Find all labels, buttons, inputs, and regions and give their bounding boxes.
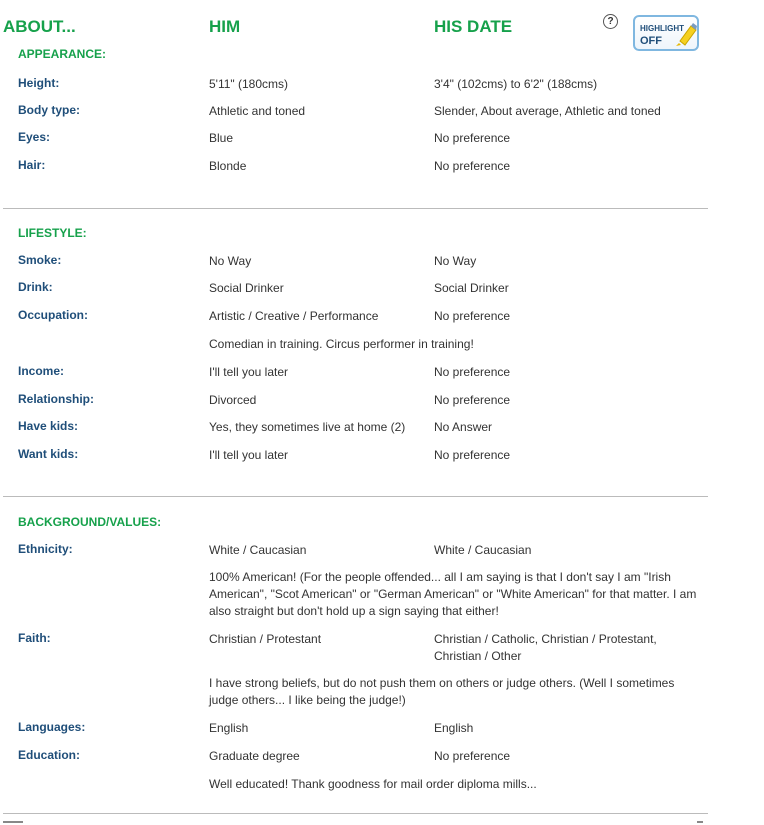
date-value: English [434,721,474,735]
him-value: 5'11" (180cms) [209,77,289,91]
appearance-section-title: APPEARANCE: [18,47,107,61]
row-label: Have kids: [18,419,79,433]
bottom-edge-mark [697,821,703,823]
row-label: Want kids: [18,447,79,461]
bottom-edge-mark [3,821,23,823]
help-icon[interactable]: ? [603,14,618,29]
occupation-note: Comedian in training. Circus performer in training! [209,337,474,351]
row-label: Income: [18,364,65,378]
date-value: No preference [434,159,511,173]
ethnicity-note: 100% American! (For the people offended... all I am saying is that I don't say I am "Irish American", "Scot American" or "German American" or "White American" for that matter. I am also straight but don't hold up a sign saying that either! [209,570,697,618]
date-value: Christian / Catholic, Christian / Protestant, Christian / Other [434,632,657,663]
him-value: No Way [209,254,252,268]
lifestyle-section-title: LIFESTYLE: [18,226,87,240]
date-value: No preference [434,749,511,763]
him-heading: HIM [209,17,241,36]
him-value: Athletic and toned [209,104,306,118]
background-section-title: BACKGROUND/VALUES: [18,515,162,529]
about-heading: ABOUT... [3,17,76,36]
faith-note: I have strong beliefs, but do not push them on others or judge others. (Well I sometimes judge others... I like being the judge!) [209,676,675,707]
date-value: No preference [434,131,511,145]
highlight-state: OFF [640,35,662,47]
row-label: Relationship: [18,392,95,406]
row-label: Occupation: [18,308,89,322]
date-value: No Answer [434,420,493,434]
date-value: White / Caucasian [434,543,532,557]
date-value: No preference [434,448,511,462]
him-value: I'll tell you later [209,365,288,379]
row-label: Education: [18,748,80,762]
row-label: Drink: [18,280,53,294]
row-label: Eyes: [18,130,51,144]
him-value: Graduate degree [209,749,300,763]
date-value: No Way [434,254,477,268]
row-label: Hair: [18,158,46,172]
row-label: Smoke: [18,253,62,267]
him-value: Divorced [209,393,257,407]
highlighter-pen-icon [675,21,697,47]
section-divider [3,496,708,497]
row-label: Height: [18,76,60,90]
him-value: Yes, they sometimes live at home (2) [209,420,406,434]
him-value: Artistic / Creative / Performance [209,309,379,323]
date-value: No preference [434,309,511,323]
him-value: Christian / Protestant [209,632,322,646]
him-value: Blonde [209,159,247,173]
date-value: 3'4" (102cms) to 6'2" (188cms) [434,77,598,91]
highlight-toggle-button[interactable] [633,15,699,51]
him-value: English [209,721,249,735]
row-label: Ethnicity: [18,542,73,556]
date-value: No preference [434,393,511,407]
highlight-label: HIGHLIGHT [640,24,684,33]
row-label: Body type: [18,103,81,117]
him-value: I'll tell you later [209,448,288,462]
him-value: Social Drinker [209,281,284,295]
section-divider [3,813,708,814]
date-value: No preference [434,365,511,379]
date-value: Social Drinker [434,281,509,295]
him-value: White / Caucasian [209,543,307,557]
date-value: Slender, About average, Athletic and toned [434,104,661,118]
row-label: Languages: [18,720,86,734]
his-date-heading: HIS DATE [434,17,513,36]
row-label: Faith: [18,631,51,645]
education-note: Well educated! Thank goodness for mail order diploma mills... [209,777,537,791]
section-divider [3,208,708,209]
him-value: Blue [209,131,234,145]
